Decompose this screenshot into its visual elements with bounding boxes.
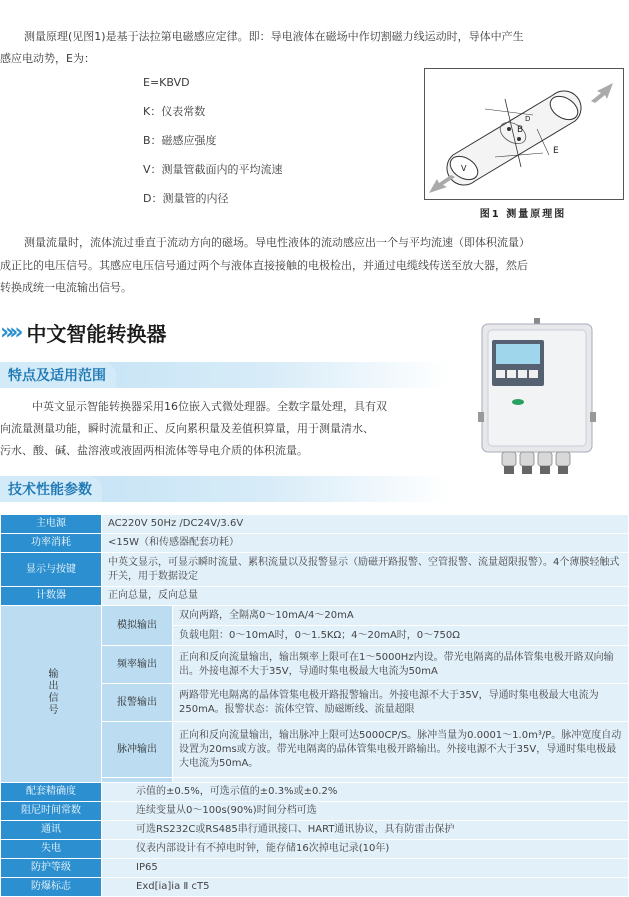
spec-table [0,514,629,897]
spec-value: 中英文显示，可显示瞬时流量、累积流量以及报警显示（励磁开路报警、空管报警、流量超限报警）。4个薄膜轻触式开关，用于数据设定 [102,553,629,587]
fig-label-d: D [525,115,531,123]
formula-d: D：测量管的内径 [143,192,229,205]
table-row [1,606,629,626]
spec-value: 正向和反向流量输出，输出频率上限可在1～5000Hz内设。带光电隔离的晶体管集电极开路双向输出。外接电源不大于35V，导通时集电极最大电流为50mA [173,646,629,684]
spec-value: Exd[ia]ia Ⅱ cT5 [102,878,629,897]
spec-label: 防护等级 [1,859,102,878]
spec-value: AC220V 50Hz /DC24V/3.6V [102,515,629,534]
table-row [1,534,629,553]
features-line: 中英文显示智能转换器采用16位嵌入式微处理器。全数字量处理，具有双 [32,400,387,413]
spec-value: 双向两路，全隔离0～10mA/4～20mA [173,606,629,626]
output-signal-label: 输出信号 [1,606,102,783]
spec-heading: 技术性能参数 [0,476,102,502]
table-row [1,587,629,606]
converter-device-image [478,318,596,476]
features-paragraph [0,396,450,462]
measure-line: 成正比的电压信号。其感应电压信号通过两个与液体直接接触的电极检出，并通过电缆线传送至放大器，然后 [0,258,528,272]
table-row [1,840,629,859]
spec-sublabel: 报警输出 [102,684,173,722]
section-heading [0,315,166,349]
formula-b: B：磁感应强度 [143,134,217,147]
spec-bar [0,476,450,502]
spec-label: 阻尼时间常数 [1,802,102,821]
intro-line: 感应电动势，E为： [0,52,95,65]
spec-label: 配套精确度 [1,783,102,802]
table-row [1,553,629,587]
table-row [1,859,629,878]
spec-value: 正向和反向流量输出，输出脉冲上限可达5000CP/S。脉冲当量为0.0001～1.0m³/P。脉冲宽度自动设置为20ms或方波。带光电隔离的晶体管集电极开路输出。外接电源不大于35V，导通时集电极最大电流为50mA。 [173,722,629,778]
spec-label: 防爆标志 [1,878,102,897]
spec-label: 失电 [1,840,102,859]
spec-sublabel: 脉冲输出 [102,722,173,778]
spec-label: 通讯 [1,821,102,840]
table-row [1,878,629,897]
features-heading: 特点及适用范围 [0,362,116,388]
flow-out-arrow [429,175,455,193]
table-row [1,515,629,534]
figure-caption: 图1 测量原理图 [479,209,567,220]
fig-label-v: V [461,164,467,173]
spec-value: 仪表内部设计有不掉电时钟，能存储16次掉电记录(10年) [102,840,629,859]
formula-v: V：测量管截面内的平均流速 [143,163,283,176]
formula-k: K：仪表常数 [143,105,206,118]
formula-block [143,68,283,213]
features-line: 向流量测量功能，瞬时流量和正、反向累积量及差值积算量，用于测量清水、 [0,422,374,435]
features-bar [0,362,450,388]
features-line: 污水、酸、碱、盐溶液或液固两相流体等导电介质的体积流量。 [0,444,308,457]
fig-label-b: B [517,125,524,135]
table-row [1,783,629,802]
measure-line: 转换成统一电流输出信号。 [0,281,132,294]
spec-sublabel: 模拟输出 [102,606,173,646]
spec-label: 功率消耗 [1,534,102,553]
chevron-icon: »» [0,319,19,345]
spec-value: 负载电阻：0～10mA时，0～1.5KΩ；4～20mA时，0～750Ω [173,626,629,646]
spec-value: IP65 [102,859,629,878]
table-row [1,802,629,821]
spec-sublabel: 频率输出 [102,646,173,684]
intro-line: 测量原理(见图1)是基于法拉第电磁感应定律。即：导电液体在磁场中作切割磁力线运动时，导体中产生 [24,30,524,43]
spec-label: 主电源 [1,515,102,534]
intro-paragraph [0,26,629,70]
measure-paragraph [0,232,629,300]
spec-value: <15W（和传感器配套功耗） [102,534,629,553]
spec-value: 连续变量从0～100s(90%)时间分档可选 [102,802,629,821]
spec-value: 正向总量，反向总量 [102,587,629,606]
fig-label-e: E [553,146,559,156]
spec-value: 示值的±0.5%，可选示值的±0.3%或±0.2% [102,783,629,802]
spec-label: 显示与按键 [1,553,102,587]
spec-value: 两路带光电隔离的晶体管集电极开路报警输出。外接电源不大于35V，导通时集电极最大电流为250mA。报警状态：流体空管、励磁断线、流量超限 [173,684,629,722]
flow-in-arrow [591,83,613,103]
spec-label: 计数器 [1,587,102,606]
spec-value: 可选RS232C或RS485串行通讯接口、HART通讯协议，具有防雷击保护 [102,821,629,840]
table-row [1,821,629,840]
pipe-diagram [425,69,623,199]
principle-figure [424,68,624,200]
section-title: 中文智能转换器 [26,321,167,346]
measure-line: 测量流量时，流体流过垂直于流动方向的磁场。导电性液体的流动感应出一个与平均流速（即体积流量） [24,236,530,249]
formula-equation: E=KBVD [143,76,190,89]
